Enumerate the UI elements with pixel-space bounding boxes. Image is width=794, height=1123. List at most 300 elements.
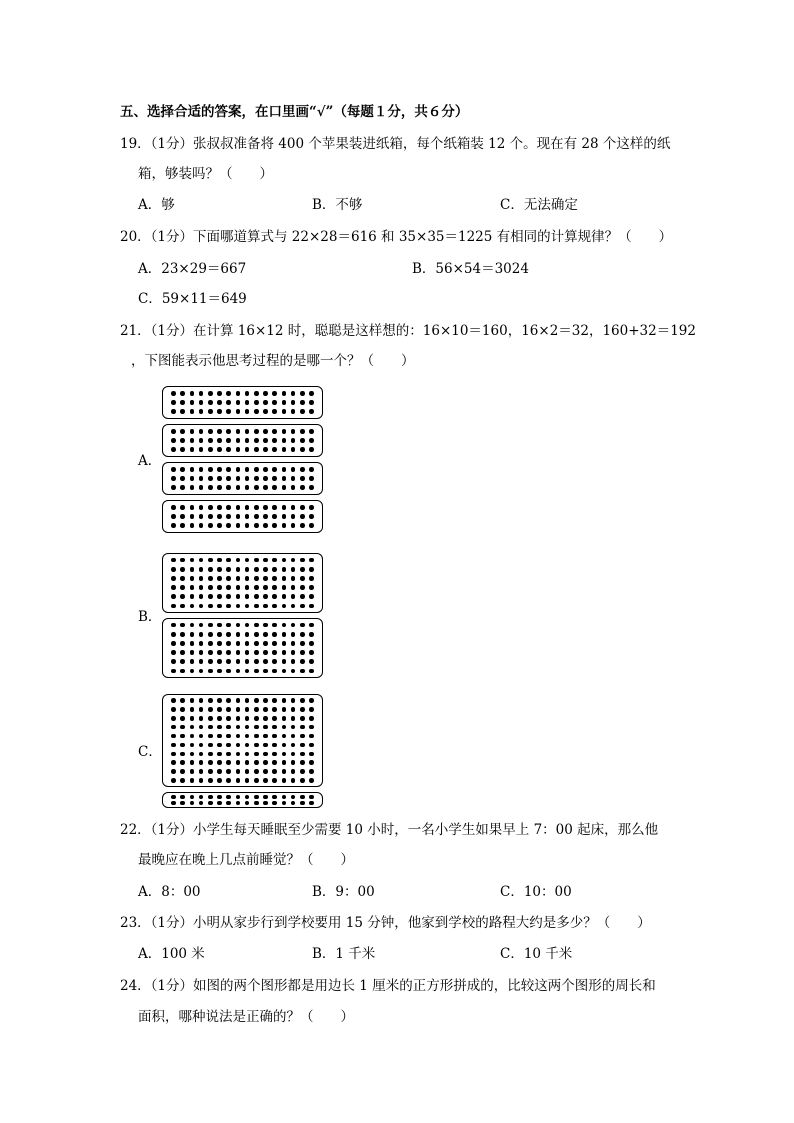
dot: [190, 734, 195, 739]
dot: [291, 760, 296, 765]
dot: [171, 505, 176, 510]
dot: [254, 523, 259, 528]
dot: [226, 623, 231, 628]
dot: [199, 707, 204, 712]
dot: [263, 476, 268, 481]
dot: [272, 725, 277, 730]
dot: [245, 752, 250, 757]
dot: [190, 632, 195, 637]
question-22-option-c[interactable]: C．10：00: [500, 884, 572, 900]
dot: [226, 567, 231, 572]
dot: [272, 438, 277, 443]
dot: [190, 604, 195, 609]
question-22-option-a[interactable]: A．8：00: [138, 884, 201, 900]
dot: [309, 669, 314, 674]
dot: [217, 576, 222, 581]
dot: [254, 505, 259, 510]
dot: [199, 409, 204, 414]
dot: [300, 604, 305, 609]
question-23-option-a[interactable]: A．100 米: [138, 946, 205, 962]
dot: [300, 760, 305, 765]
dot: [180, 650, 185, 655]
dot: [217, 760, 222, 765]
dot: [245, 725, 250, 730]
dot: [208, 485, 213, 490]
dot: [254, 594, 259, 599]
dot: [199, 467, 204, 472]
question-20-option-a[interactable]: A．23×29＝667: [138, 261, 247, 277]
dot: [245, 447, 250, 452]
dot: [236, 641, 241, 646]
dot: [291, 659, 296, 664]
dot: [171, 391, 176, 396]
dot: [263, 669, 268, 674]
dot: [263, 716, 268, 721]
dot: [236, 505, 241, 510]
dot: [309, 760, 314, 765]
question-20-option-b[interactable]: B．56×54＝3024: [412, 261, 529, 277]
question-19-option-b[interactable]: B．不够: [312, 197, 363, 213]
dot: [282, 632, 287, 637]
dot: [236, 576, 241, 581]
dot: [245, 801, 250, 806]
dot: [217, 400, 222, 405]
dot: [208, 429, 213, 434]
dot-array-box: [162, 386, 323, 419]
dot: [190, 707, 195, 712]
dot: [309, 801, 314, 806]
dot: [171, 707, 176, 712]
dot: [263, 632, 268, 637]
dot: [272, 476, 277, 481]
dot: [226, 438, 231, 443]
dot: [291, 467, 296, 472]
dot: [245, 585, 250, 590]
dot: [180, 585, 185, 590]
dot: [272, 467, 277, 472]
dot: [282, 429, 287, 434]
dot: [236, 485, 241, 490]
dot: [180, 558, 185, 563]
dot: [190, 505, 195, 510]
dot: [309, 485, 314, 490]
dot: [217, 604, 222, 609]
dot: [263, 769, 268, 774]
dot: [171, 769, 176, 774]
dot: [309, 743, 314, 748]
dot: [226, 801, 231, 806]
dot: [254, 801, 259, 806]
dot: [236, 769, 241, 774]
dot: [309, 632, 314, 637]
dot: [236, 752, 241, 757]
dot: [309, 795, 314, 800]
dot: [282, 650, 287, 655]
dot: [217, 725, 222, 730]
dot-array-box: [162, 424, 323, 457]
dot: [199, 594, 204, 599]
dot: [254, 623, 259, 628]
dot: [226, 769, 231, 774]
dot: [300, 725, 305, 730]
dot: [291, 505, 296, 510]
dot: [199, 438, 204, 443]
dot: [291, 585, 296, 590]
dot-array-box: [162, 694, 323, 787]
dot: [236, 650, 241, 655]
dot: [180, 594, 185, 599]
dot: [263, 734, 268, 739]
dot: [199, 585, 204, 590]
dot: [254, 669, 259, 674]
dot: [226, 669, 231, 674]
dot: [217, 447, 222, 452]
dot: [263, 429, 268, 434]
dot: [282, 734, 287, 739]
dot: [171, 716, 176, 721]
dot: [300, 467, 305, 472]
dot: [171, 734, 176, 739]
dot: [309, 778, 314, 783]
dot-array-box: [162, 553, 323, 613]
dot: [190, 698, 195, 703]
dot: [226, 743, 231, 748]
dot: [245, 641, 250, 646]
dot: [208, 752, 213, 757]
dot: [309, 476, 314, 481]
question-21-option-b[interactable]: B．: [138, 609, 162, 625]
question-20-option-c[interactable]: C．59×11＝649: [138, 291, 247, 307]
dot: [217, 514, 222, 519]
dot: [309, 752, 314, 757]
dot: [171, 752, 176, 757]
dot: [190, 476, 195, 481]
dot: [272, 632, 277, 637]
dot: [263, 760, 268, 765]
dot: [282, 476, 287, 481]
dot: [300, 801, 305, 806]
dot: [254, 409, 259, 414]
dot: [217, 567, 222, 572]
dot: [254, 632, 259, 637]
dot: [300, 752, 305, 757]
dot: [282, 778, 287, 783]
dot: [282, 400, 287, 405]
question-21-option-a[interactable]: A．: [138, 453, 162, 469]
dot: [171, 604, 176, 609]
dot: [171, 467, 176, 472]
dot: [208, 567, 213, 572]
dot: [300, 743, 305, 748]
dot: [171, 476, 176, 481]
dot-array-box: [162, 462, 323, 495]
dot: [208, 795, 213, 800]
question-22-option-b[interactable]: B．9：00: [312, 884, 375, 900]
dot: [180, 707, 185, 712]
dot: [190, 576, 195, 581]
dot: [300, 558, 305, 563]
dot: [208, 669, 213, 674]
dot: [226, 400, 231, 405]
dot: [217, 594, 222, 599]
dot: [309, 447, 314, 452]
dot: [180, 400, 185, 405]
dot: [254, 725, 259, 730]
dot: [217, 716, 222, 721]
question-21-option-c[interactable]: C．: [138, 744, 162, 760]
dot: [300, 716, 305, 721]
dot: [217, 659, 222, 664]
dot: [190, 467, 195, 472]
dot: [282, 707, 287, 712]
dot: [236, 734, 241, 739]
dot: [208, 650, 213, 655]
dot: [190, 585, 195, 590]
dot: [291, 752, 296, 757]
dot: [226, 604, 231, 609]
dot: [217, 467, 222, 472]
dot: [208, 734, 213, 739]
dot: [245, 669, 250, 674]
dot: [217, 778, 222, 783]
question-19-option-c[interactable]: C．无法确定: [500, 197, 578, 213]
dot: [226, 752, 231, 757]
dot: [171, 778, 176, 783]
dot: [254, 576, 259, 581]
dot: [245, 391, 250, 396]
dot: [171, 795, 176, 800]
dot: [263, 505, 268, 510]
dot: [272, 769, 277, 774]
dot: [208, 585, 213, 590]
dot: [282, 467, 287, 472]
dot: [272, 752, 277, 757]
dot: [300, 594, 305, 599]
dot: [254, 778, 259, 783]
dot: [217, 707, 222, 712]
dot: [180, 769, 185, 774]
dot: [263, 585, 268, 590]
dot: [300, 769, 305, 774]
question-23-option-b[interactable]: B．1 千米: [312, 946, 376, 962]
dot: [226, 760, 231, 765]
question-19-line-1: 19．（1分）张叔叔准备将 400 个苹果装进纸箱，每个纸箱装 12 个。现在有 28 个这样的纸: [120, 136, 671, 152]
dot: [190, 769, 195, 774]
dot: [226, 795, 231, 800]
dot: [180, 795, 185, 800]
dot: [190, 650, 195, 655]
dot: [291, 641, 296, 646]
dot: [226, 707, 231, 712]
dot: [245, 567, 250, 572]
dot: [217, 632, 222, 637]
dot: [236, 716, 241, 721]
dot: [309, 585, 314, 590]
dot: [236, 725, 241, 730]
dot: [236, 476, 241, 481]
dot: [199, 716, 204, 721]
dot: [180, 698, 185, 703]
dot: [282, 769, 287, 774]
dot: [171, 650, 176, 655]
dot: [263, 604, 268, 609]
dot: [245, 623, 250, 628]
dot: [291, 716, 296, 721]
dot: [272, 707, 277, 712]
dot-array-box: [162, 500, 323, 533]
dot: [309, 659, 314, 664]
dot: [309, 641, 314, 646]
dot: [245, 632, 250, 637]
dot: [208, 558, 213, 563]
dot: [236, 632, 241, 637]
dot: [309, 505, 314, 510]
question-23-option-c[interactable]: C．10 千米: [500, 946, 573, 962]
dot: [217, 698, 222, 703]
question-19-option-a[interactable]: A．够: [138, 197, 175, 213]
dot: [300, 641, 305, 646]
dot: [180, 623, 185, 628]
dot: [272, 558, 277, 563]
dot: [180, 505, 185, 510]
dot: [291, 391, 296, 396]
dot: [180, 447, 185, 452]
dot: [171, 641, 176, 646]
dot: [199, 669, 204, 674]
dot: [180, 801, 185, 806]
dot: [171, 438, 176, 443]
dot: [217, 485, 222, 490]
dot: [272, 594, 277, 599]
dot: [236, 707, 241, 712]
dot: [226, 523, 231, 528]
dot: [272, 650, 277, 655]
dot: [254, 641, 259, 646]
dot: [263, 400, 268, 405]
dot: [309, 650, 314, 655]
dot: [208, 576, 213, 581]
dot: [236, 795, 241, 800]
question-20-line-1: 20．（1分）下面哪道算式与 22×28＝616 和 35×35＝1225 有相同的计算规律？（ ）: [120, 229, 673, 245]
dot: [291, 632, 296, 637]
dot: [208, 725, 213, 730]
dot: [208, 632, 213, 637]
dot: [309, 576, 314, 581]
dot: [309, 604, 314, 609]
dot: [171, 447, 176, 452]
dot: [263, 743, 268, 748]
dot: [300, 669, 305, 674]
dot: [309, 514, 314, 519]
dot: [236, 447, 241, 452]
dot: [208, 707, 213, 712]
dot: [245, 429, 250, 434]
dot: [300, 632, 305, 637]
dot: [226, 778, 231, 783]
dot: [236, 400, 241, 405]
dot: [245, 467, 250, 472]
dot: [208, 467, 213, 472]
dot: [226, 641, 231, 646]
dot: [190, 778, 195, 783]
dot: [254, 707, 259, 712]
dot: [263, 594, 268, 599]
dot: [208, 438, 213, 443]
dot: [171, 801, 176, 806]
dot: [217, 476, 222, 481]
dot: [236, 659, 241, 664]
dot: [208, 594, 213, 599]
dot: [171, 623, 176, 628]
question-19-line-2: 箱，够装吗？（ ）: [138, 166, 273, 182]
dot: [190, 659, 195, 664]
dot: [171, 725, 176, 730]
dot: [226, 734, 231, 739]
dot: [217, 769, 222, 774]
dot: [217, 650, 222, 655]
dot: [309, 558, 314, 563]
dot: [282, 659, 287, 664]
dot: [309, 769, 314, 774]
dot: [226, 514, 231, 519]
dot: [226, 725, 231, 730]
dot: [199, 650, 204, 655]
dot: [199, 725, 204, 730]
question-22-line-2: 最晚应在晚上几点前睡觉？（ ）: [138, 852, 354, 868]
dot: [236, 409, 241, 414]
dot: [282, 585, 287, 590]
dot: [272, 778, 277, 783]
dot: [300, 795, 305, 800]
dot: [208, 476, 213, 481]
dot: [272, 669, 277, 674]
dot: [245, 523, 250, 528]
dot: [190, 760, 195, 765]
question-22-line-1: 22．（1分）小学生每天睡眠至少需要 10 小时，一名小学生如果早上 7：00 起床，那么他: [120, 822, 659, 838]
dot: [300, 447, 305, 452]
dot: [291, 623, 296, 628]
dot: [300, 650, 305, 655]
dot: [272, 585, 277, 590]
dot: [263, 623, 268, 628]
dot: [272, 623, 277, 628]
dot: [190, 429, 195, 434]
dot: [309, 438, 314, 443]
dot: [180, 485, 185, 490]
dot: [208, 760, 213, 765]
dot: [245, 760, 250, 765]
dot: [254, 650, 259, 655]
dot: [300, 409, 305, 414]
dot: [217, 523, 222, 528]
dot: [180, 523, 185, 528]
dot: [199, 476, 204, 481]
dot: [282, 725, 287, 730]
dot: [263, 725, 268, 730]
dot: [180, 567, 185, 572]
dot: [190, 409, 195, 414]
dot: [180, 429, 185, 434]
dot: [236, 760, 241, 765]
dot: [199, 391, 204, 396]
dot: [282, 669, 287, 674]
dot: [272, 567, 277, 572]
dot: [190, 801, 195, 806]
dot: [300, 505, 305, 510]
dot: [245, 734, 250, 739]
dot: [300, 523, 305, 528]
dot: [291, 438, 296, 443]
